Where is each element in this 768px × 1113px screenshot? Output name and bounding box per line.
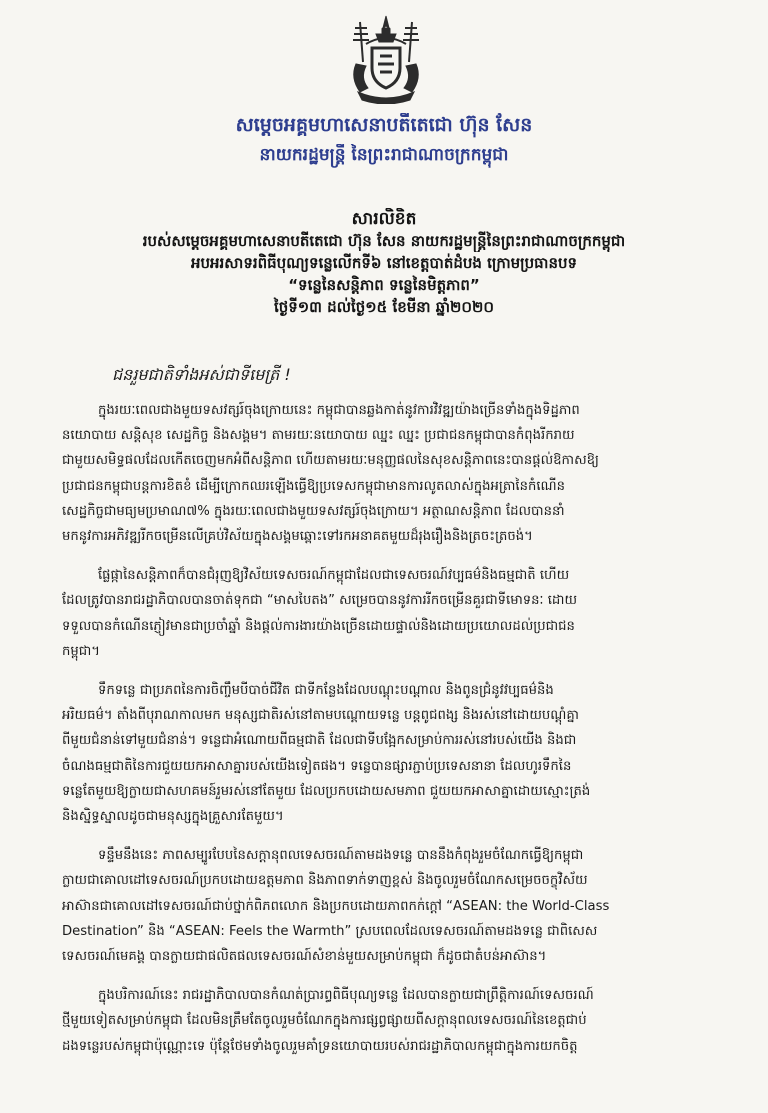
- paragraph-line: ដែលត្រូវបានរាជរដ្ឋាភិបាលបានចាត់ទុកជា “មាសបៃតង” សម្រេចបាននូវការរីកចម្រើនគួរជាទីមោទនៈ ដោយ: [62, 593, 578, 609]
- paragraph-line: ជាមួយសមិទ្ធផលដែលកើតចេញមកអំពីសន្តិភាព ហើយតាមរយៈមនុញ្ញផលនៃសុខសន្តិភាពនេះបានផ្ដល់ឱកាសឱ្យ: [62, 453, 599, 469]
- paragraph-line: ចំណងធម្មជាតិនៃការជួយយកអាសាគ្នារបស់យើងទៀតផង។ ទន្លេបានផ្សារភ្ជាប់ប្រទេសនានា ដែលហូរទឹកនៃ: [62, 758, 572, 774]
- letter-title: [40, 208, 728, 318]
- letter-body: [62, 398, 702, 1073]
- paragraph-line: កម្ពុជា។: [62, 643, 100, 659]
- royal-coat-of-arms-icon: [342, 14, 430, 104]
- paragraph-line: សេដ្ឋកិច្ចជាមធ្យមប្រមាណ៧% ក្នុងរយៈពេលជាងមួយទសវត្សរ៍ចុងក្រោយ។ អត្ថាណសន្តិភាព ដែលបាននាំ: [62, 503, 565, 519]
- paragraph-line: អរិយធម៌។ តាំងពីបុរាណកាលមក មនុស្សជាតិរស់នៅតាមបណ្ដោយទន្លេ បន្តពូជពង្ស និងរស់នៅដោយបណ្ដុំគ្នា: [62, 708, 579, 724]
- title-line: ថ្ងៃទី១៣ ដល់ថ្ងៃ១៥ ខែមីនា ឆ្នាំ២០២០: [273, 298, 494, 316]
- paragraph-line: ដងទន្លេរបស់កម្ពុជាប៉ុណ្ណោះទេ ប៉ុន្តែថែមទាំងចូលរួមគាំទ្រនយោបាយរបស់រាជរដ្ឋាភិបាលកម្ពុជាក្នុងការយកចិត្ត: [62, 1038, 578, 1054]
- paragraph: [62, 563, 702, 664]
- paragraph-line: ពីមួយជំនាន់ទៅមួយជំនាន់។ ទន្លេជាអំណោយពីធម្មជាតិ ដែលជាទីបង្អែកសម្រាប់ការរស់នៅរបស់យើង និងជា: [62, 733, 577, 749]
- paragraph-line: ទឹកទន្លេ ជាប្រភពនៃការចិញ្ចឹមបីបាច់ជីវិត ជាទីកន្លែងដែលបណ្ដុះបណ្ដាល និងពូនជ្រំនូវវប្បធម៌និង: [98, 683, 554, 699]
- paragraph-line: ទេសចរណ៍មេគង្គ បានក្លាយជាផលិតផលទេសចរណ៍សំខាន់មួយសម្រាប់កម្ពុជា ក៏ដូចជាតំបន់អាស៊ាន។: [62, 949, 547, 965]
- salutation: ជនរួមជាតិទាំងអស់ជាទីមេត្រី !: [112, 365, 291, 384]
- paragraph-line: ទន្លេតែមួយឱ្យក្លាយជាសហគមន៍រួមរស់នៅតែមួយ ដែលប្រកបដោយសមភាព ជួយយកអាសាគ្នាដោយស្មោះត្រង់: [62, 783, 591, 799]
- paragraph: [62, 843, 702, 969]
- paragraph: [62, 678, 702, 829]
- paragraph-line: ក្លាយជាគោលដៅទេសចរណ៍ប្រកបដោយឧត្ដមភាព និងភាពទាក់ទាញខ្ពស់ និងចូលរួមចំណែកសម្រេចចក្ខុវិស័យ: [62, 873, 588, 889]
- paragraph-line: និងស្និទ្ធស្នាលដូចជាមនុស្សក្នុងគ្រួសារតែមួយ។: [62, 809, 284, 825]
- paragraph-line: ក្នុងបរិការណ៍នេះ រាជរដ្ឋាភិបាលបានកំណត់ប្រារព្ធពិធីបុណ្យទន្លេ ដែលបានក្លាយជាព្រឹត្តិការណ៍ទេសចរណ៍: [98, 988, 594, 1004]
- header-issuer-title: នាយករដ្ឋមន្ត្រី នៃព្រះរាជាណាចក្រកម្ពុជា: [259, 145, 509, 165]
- paragraph: [62, 983, 702, 1059]
- header-issuer-name: សម្ដេចអគ្គមហាសេនាបតីតេជោ ហ៊ុន សែន: [235, 114, 533, 136]
- paragraph-line: ផ្លែផ្កានៃសន្តិភាពក៏បានជំរុញឱ្យវិស័យទេសចរណ៍កម្ពុជាដែលជាទេសចរណ៍វប្បធម៌និងធម្មជាតិ ហើយ: [98, 568, 570, 584]
- title-line: របស់សម្ដេចអគ្គមហាសេនាបតីតេជោ ហ៊ុន សែន នាយករដ្ឋមន្ត្រីនៃព្រះរាជាណាចក្រកម្ពុជា: [142, 232, 626, 250]
- title-line: សារលិខិត: [351, 209, 417, 229]
- paragraph: [62, 398, 702, 549]
- paragraph-line: ប្រជាជនកម្ពុជាបន្តការខិតខំ ដើម្បីក្រោកឈរឡើងធ្វើឱ្យប្រទេសកម្ពុជាមានការលូតលាស់ក្នុងអត្រានៃកំណើន: [62, 478, 565, 494]
- title-line: អបអរសាទរពិធីបុណ្យទន្លេលើកទី៦ នៅខេត្តបាត់ដំបង ក្រោមប្រធានបទ: [190, 254, 578, 272]
- paragraph-line: ថ្មីមួយទៀតសម្រាប់កម្ពុជា ដែលមិនត្រឹមតែចូលរួមចំណែកក្នុងការផ្សព្វផ្សាយពីសក្ដានុពលទេសចរណ៍នៃខេត្តជាប់: [62, 1013, 587, 1029]
- paragraph-line: អាស៊ានជាគោលដៅទេសចរណ៍ជាប់ថ្នាក់ពិភពលោក និងប្រកបដោយភាពកក់ក្ដៅ “ASEAN: the World-Class: [62, 898, 610, 914]
- paragraph-line: មកនូវការអភិវឌ្ឍរីកចម្រើនលើគ្រប់វិស័យក្នុងសង្គមឆ្ពោះទៅរកអនាគតមួយដ៏រុងរឿងនិងត្រចះត្រចង់។: [62, 529, 533, 545]
- title-line: “ទន្លេនៃសន្តិភាព ទន្លេនៃមិត្តភាព”: [288, 276, 480, 294]
- paragraph-line: ទទួលបានកំណើនភ្ញៀវមានជាប្រចាំឆ្នាំ និងផ្ដល់ការងារយ៉ាងច្រើនដោយផ្ទាល់និងដោយប្រយោលដល់ប្រជាជន: [62, 618, 575, 634]
- paragraph-line: ទន្ទឹមនឹងនេះ ភាពសម្បូរបែបនៃសក្ដានុពលទេសចរណ៍តាមដងទន្លេ បាននឹងកំពុងរួមចំណែកធ្វើឱ្យកម្ពុជា: [98, 848, 584, 864]
- paragraph-line: Destination” និង “ASEAN: Feels the Warmth” ស្របពេលដែលទេសចរណ៍តាមដងទន្លេ ជាពិសេស: [62, 923, 598, 939]
- paragraph-line: ក្នុងរយៈពេលជាងមួយទសវត្សរ៍ចុងក្រោយនេះ កម្ពុជាបានឆ្លងកាត់នូវការវិវឌ្ឍយ៉ាងច្រើនទាំងក្នុងទិដ្ឋភាព: [98, 403, 580, 418]
- paragraph-line: នយោបាយ សន្តិសុខ សេដ្ឋកិច្ច និងសង្គម។ តាមរយៈនយោបាយ ឈ្នះ ឈ្នះ ប្រជាជនកម្ពុជាបានកំពុងរីករាយ: [62, 428, 575, 444]
